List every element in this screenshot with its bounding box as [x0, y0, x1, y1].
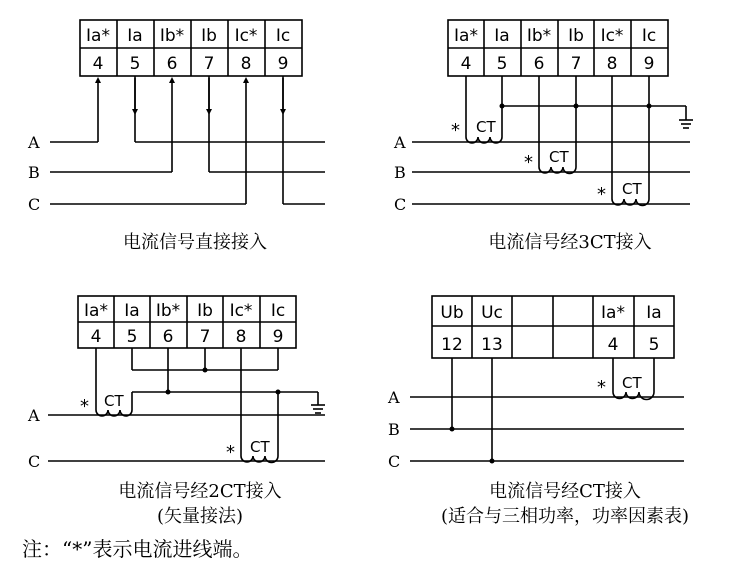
- diagram-subcaption: (矢量接法): [156, 506, 244, 527]
- terminal-number: 4: [460, 54, 472, 74]
- terminal-label: Ib: [201, 26, 217, 46]
- ct-label: CT: [104, 392, 124, 410]
- wiring-lines: [50, 76, 325, 204]
- junction-dots: [450, 427, 495, 464]
- terminal-number: 9: [643, 54, 655, 74]
- junction-dots: [166, 368, 281, 395]
- phase-label-c: C: [394, 195, 407, 214]
- terminal-number: 6: [166, 54, 178, 74]
- wiring-lines: [48, 348, 325, 463]
- diagram-caption: 电流信号经CT接入: [489, 481, 641, 502]
- terminal-label: Uc: [481, 303, 503, 323]
- terminal-label: Ic*: [600, 26, 624, 46]
- wiring-lines: [410, 358, 684, 461]
- phase-label-b: B: [28, 163, 40, 182]
- phase-label-a: A: [28, 133, 40, 152]
- polarity-mark: *: [524, 152, 533, 173]
- diagram-caption: 电流信号直接接入: [123, 232, 267, 253]
- phase-label-b: B: [388, 420, 400, 439]
- polarity-mark: *: [597, 184, 606, 205]
- terminal-label: Ic: [275, 26, 291, 46]
- terminal-label: Ub: [440, 303, 464, 323]
- ct-label: CT: [250, 438, 270, 456]
- terminal-number: 5: [129, 54, 141, 74]
- terminal-label: Ic: [641, 26, 657, 46]
- terminal-label: Ia*: [86, 26, 110, 46]
- diagram-caption: 电流信号经2CT接入: [118, 481, 282, 502]
- terminal-number: 8: [235, 327, 247, 347]
- diagram-3ct: [393, 20, 693, 253]
- phase-label-a: A: [394, 133, 406, 152]
- phase-label-c: C: [28, 452, 41, 471]
- terminal-label: Ia: [124, 301, 140, 321]
- diagram-subcaption: (适合与三相功率，功率因素表): [440, 506, 690, 527]
- ct-label: CT: [549, 148, 569, 166]
- terminal-number: 6: [162, 327, 174, 347]
- phase-label-b: B: [394, 163, 406, 182]
- diagram-ct-power: [387, 296, 689, 527]
- footnote: 注：“*”表示电流进线端。: [22, 537, 253, 561]
- polarity-mark: *: [451, 120, 460, 141]
- terminal-label: Ic*: [229, 301, 253, 321]
- terminal-label: Ic: [270, 301, 286, 321]
- terminal-number: 6: [533, 54, 545, 74]
- terminal-number: 5: [648, 335, 660, 355]
- terminal-number: 8: [606, 54, 618, 74]
- phase-label-a: A: [28, 406, 40, 425]
- terminal-block: [78, 296, 296, 348]
- terminal-label: Ia*: [454, 26, 478, 46]
- terminal-block: [80, 20, 302, 76]
- terminal-label: Ib*: [155, 301, 181, 321]
- diagram-direct: [27, 20, 325, 253]
- ground-icon: [311, 405, 325, 413]
- phase-label-c: C: [388, 452, 401, 471]
- terminal-number: 9: [272, 327, 284, 347]
- ct-label: CT: [622, 374, 642, 392]
- terminal-label: Ib: [568, 26, 584, 46]
- terminal-number: 7: [570, 54, 582, 74]
- polarity-mark: *: [80, 396, 89, 417]
- diagram-caption: 电流信号经3CT接入: [488, 232, 652, 253]
- terminal-block: [448, 20, 668, 76]
- phase-label-a: A: [388, 388, 400, 407]
- polarity-mark: *: [597, 377, 606, 398]
- terminal-label: Ia*: [601, 303, 625, 323]
- terminal-number: 5: [126, 327, 138, 347]
- phase-label-c: C: [28, 195, 41, 214]
- terminal-label: Ic*: [234, 26, 258, 46]
- ground-icon: [679, 120, 693, 128]
- terminal-label: Ia: [646, 303, 662, 323]
- terminal-label: Ia: [127, 26, 143, 46]
- terminal-label: Ib*: [159, 26, 185, 46]
- terminal-number: 7: [203, 54, 215, 74]
- terminal-number: 8: [240, 54, 252, 74]
- terminal-number: 5: [496, 54, 508, 74]
- terminal-number: 4: [90, 327, 102, 347]
- terminal-number: 9: [277, 54, 289, 74]
- terminal-block: [432, 296, 674, 358]
- terminal-label: Ia: [494, 26, 510, 46]
- polarity-mark: *: [226, 442, 235, 463]
- terminal-label: Ib*: [526, 26, 552, 46]
- terminal-number: 7: [199, 327, 211, 347]
- terminal-label: Ia*: [84, 301, 108, 321]
- terminal-number: 4: [92, 54, 104, 74]
- ct-label: CT: [622, 180, 642, 198]
- ct-label: CT: [476, 118, 496, 136]
- terminal-number: 13: [481, 335, 503, 355]
- terminal-label: Ib: [197, 301, 213, 321]
- terminal-number: 4: [607, 335, 619, 355]
- diagram-2ct: [27, 296, 325, 527]
- terminal-number: 12: [441, 335, 463, 355]
